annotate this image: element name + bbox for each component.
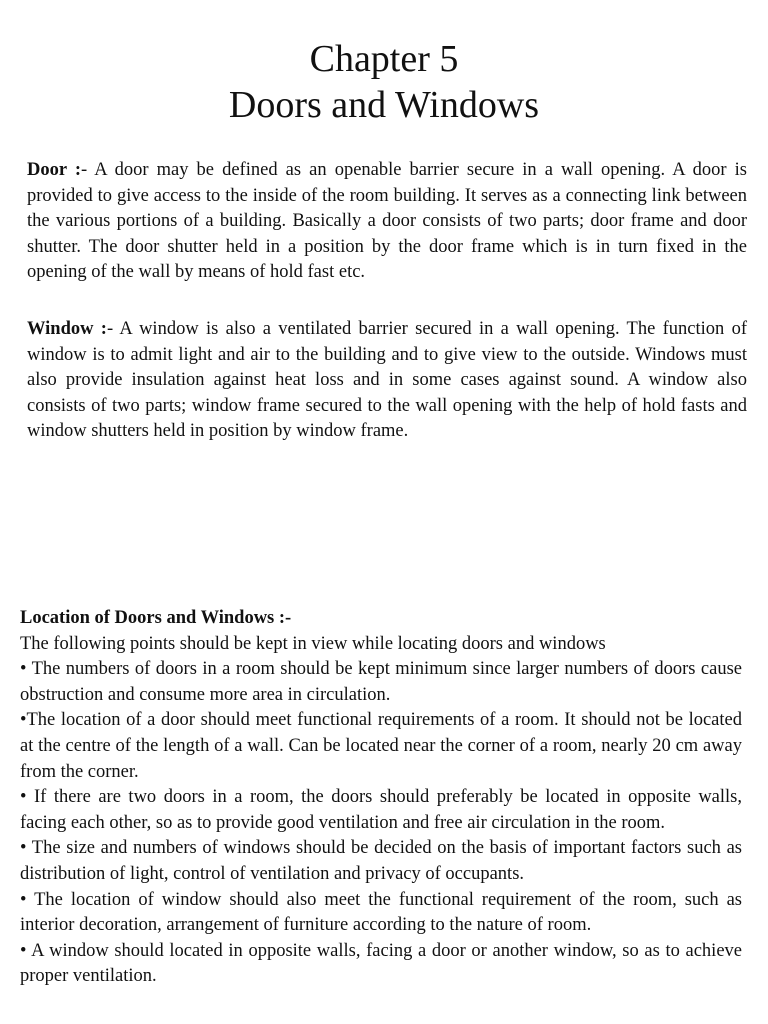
location-point-6: • A window should located in opposite walls, facing a door or another window, so as to achieve proper ventilation. bbox=[20, 940, 742, 987]
location-intro: The following points should be kept in view while locating doors and windows bbox=[20, 633, 606, 654]
chapter-subtitle: Doors and Windows bbox=[228, 84, 540, 126]
door-paragraph bbox=[27, 158, 747, 286]
window-term: Window : bbox=[27, 319, 107, 339]
title-block bbox=[0, 36, 768, 128]
door-term: Door : bbox=[27, 160, 81, 180]
chapter-title: Chapter 5 bbox=[309, 38, 459, 80]
window-text: - A window is also a ventilated barrier secured in a wall opening. The function of window is to admit light and air to the building and to give view to the outside. Windows must also provide insulation against heat loss and in some cases against sound. A window also consists of two parts; window frame secured to the wall opening with the help of hold fasts and window shutters held in position by window frame. bbox=[27, 319, 747, 442]
location-point-3: • If there are two doors in a room, the doors should preferably be located in opposite walls, facing each other, so as to provide good ventilation and free air circulation in the room. bbox=[20, 787, 742, 833]
window-paragraph bbox=[27, 317, 747, 445]
location-point-1: • The numbers of doors in a room should be kept minimum since larger numbers of doors cause obstruction and consume more area in circulation. bbox=[20, 659, 742, 705]
door-text: - A door may be defined as an openable barrier secure in a wall opening. A door is provided to give access to the inside of the room building. It serves as a connecting link between the various portions of a building. Basically a door consists of two parts; door frame and door shutter. The door shutter held in a position by the door frame which is in turn fixed in the opening of the wall by means of hold fast etc. bbox=[27, 160, 747, 283]
location-point-4: • The size and numbers of windows should be decided on the basis of important factors such as distribution of light, control of ventilation and privacy of occupants. bbox=[20, 838, 742, 884]
location-point-5: • The location of window should also meet the functional requirement of the room, such as interior decoration, arrangement of furniture according to the nature of room. bbox=[20, 889, 742, 936]
location-section bbox=[20, 606, 742, 990]
location-point-2: •The location of a door should meet functional requirements of a room. It should not be located at the centre of the length of a wall. Can be located near the corner of a room, nearly 20 cm away from the corner. bbox=[20, 710, 742, 782]
location-heading: Location of Doors and Windows :- bbox=[20, 608, 292, 628]
